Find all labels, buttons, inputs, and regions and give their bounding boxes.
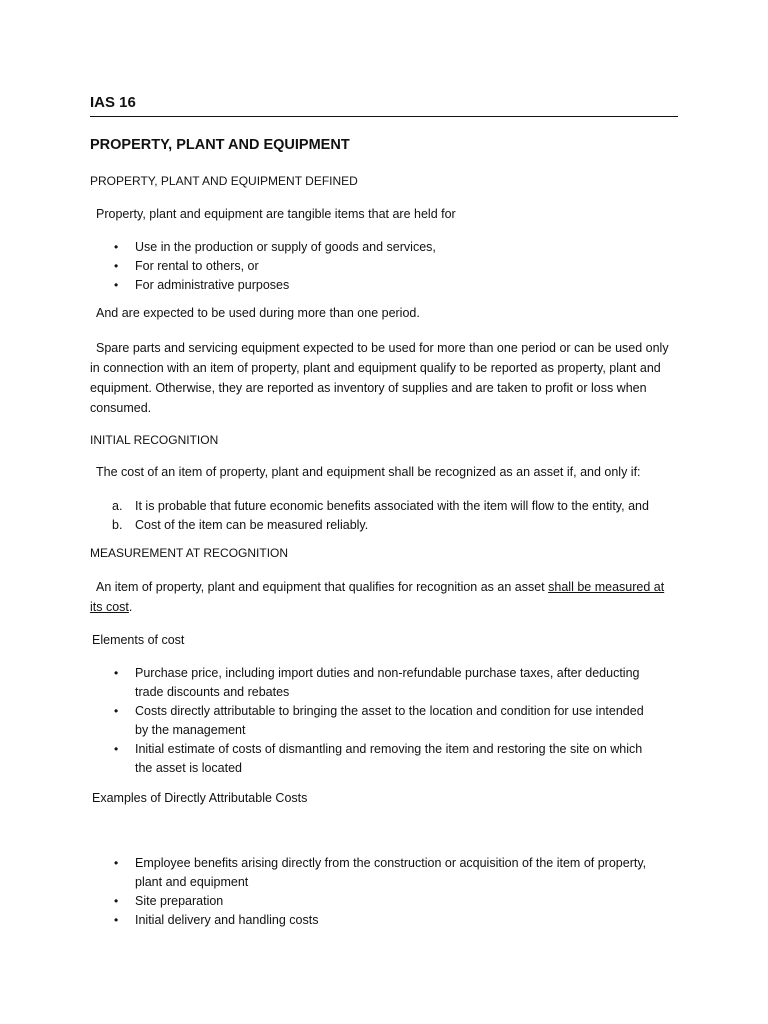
main-heading: PROPERTY, PLANT AND EQUIPMENT <box>90 137 350 153</box>
list-item: • Purchase price, including import duties and non-refundable purchase taxes, after deducting trade discounts and rebates <box>114 666 640 699</box>
bullet-icon: • <box>114 742 119 756</box>
bullet-icon: • <box>114 259 119 273</box>
bullet-icon: • <box>114 913 119 927</box>
list-item: • Employee benefits arising directly from the construction or acquisition of the item of property, plant and equipment <box>114 856 647 889</box>
list-item: b. Cost of the item can be measured reliably. <box>112 518 369 532</box>
bullet-icon: • <box>114 240 119 254</box>
conditions-list <box>90 497 650 535</box>
measured-at-cost: shall be measured at its cost <box>90 580 665 614</box>
held-for-list <box>90 238 650 295</box>
defined-heading: PROPERTY, PLANT AND EQUIPMENT DEFINED <box>90 174 358 188</box>
list-item: • For rental to others, or <box>90 257 650 276</box>
intro-paragraph: Property, plant and equipment are tangible items that are held for <box>96 207 456 221</box>
spare-parts-paragraph: Spare parts and servicing equipment expected to be used for more than one period or can be used only in connection with an item of property, plant and equipment qualify to be reported as property, plant and equipment. Otherwise, they are reported as inventory of supplies and are taken to profit or loss when consumed. <box>90 341 669 415</box>
elements-heading: Elements of cost <box>92 633 185 647</box>
bullet-icon: • <box>114 666 119 680</box>
examples-heading: Examples of Directly Attributable Costs <box>92 791 308 805</box>
bullet-icon: • <box>114 704 119 718</box>
list-item: • Initial delivery and handling costs <box>90 911 650 930</box>
initial-recognition-heading: INITIAL RECOGNITION <box>90 433 219 447</box>
list-item: • Use in the production or supply of goods and services, <box>90 238 650 257</box>
list-item: • Site preparation <box>90 892 650 911</box>
expected-paragraph: And are expected to be used during more than one period. <box>96 306 420 320</box>
initial-recognition-text: The cost of an item of property, plant and equipment shall be recognized as an asset if, and only if: <box>96 465 641 479</box>
bullet-icon: • <box>114 856 119 870</box>
elements-list <box>90 664 650 778</box>
bullet-icon: • <box>114 894 119 908</box>
list-item: a. It is probable that future economic benefits associated with the item will flow to the entity, and <box>112 499 649 513</box>
examples-list <box>90 854 650 930</box>
document-title: IAS 16 <box>90 94 678 117</box>
measurement-paragraph: An item of property, plant and equipment that qualifies for recognition as an asset shall be measured at its cost. <box>90 580 665 614</box>
measurement-heading: MEASUREMENT AT RECOGNITION <box>90 546 289 560</box>
list-item: • Costs directly attributable to bringing the asset to the location and condition for use intended by the management <box>114 704 644 737</box>
list-item: • For administrative purposes <box>90 276 650 295</box>
bullet-icon: • <box>114 278 119 292</box>
list-item: • Initial estimate of costs of dismantling and removing the item and restoring the site on which the asset is located <box>114 742 643 775</box>
